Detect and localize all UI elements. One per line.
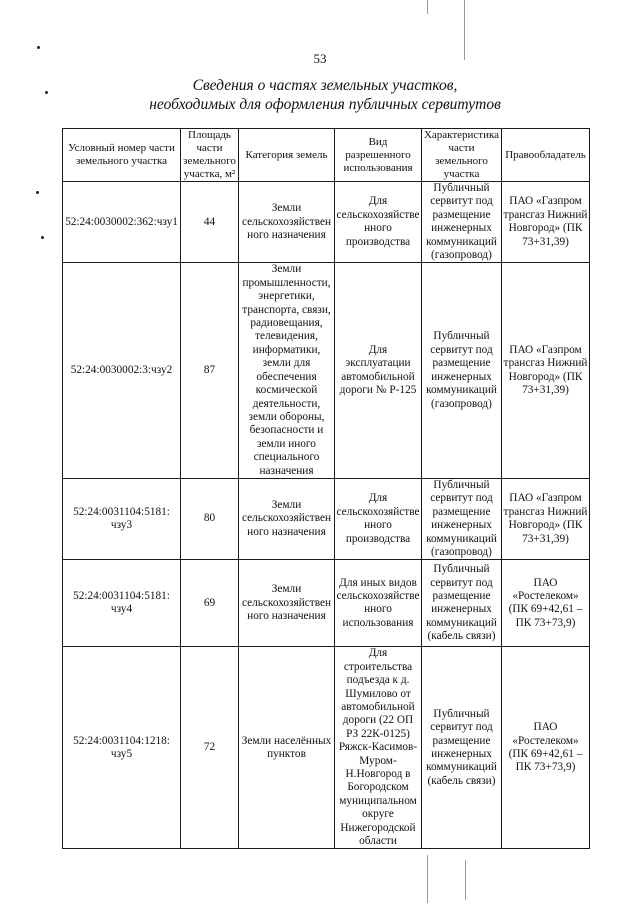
cell-number: 52:24:0030002:3:чзу2 bbox=[63, 263, 181, 479]
header-area: Площадь части земельного участка, м² bbox=[181, 129, 239, 182]
cell-use: Для иных видов сельскохозяйстве нного использования bbox=[335, 560, 422, 647]
cell-characteristic: Публичный сервитут под размещение инженерных коммуникаций (газопровод) bbox=[422, 182, 502, 263]
page-number: 53 bbox=[313, 51, 327, 66]
scan-mark bbox=[427, 0, 428, 14]
cell-number: 52:24:0030002:362:чзу1 bbox=[63, 182, 181, 263]
cell-category: Земли населённых пунктов bbox=[239, 647, 335, 849]
scan-dot bbox=[41, 236, 44, 239]
cell-owner: ПАО «Газпром трансгаз Нижний Новгород» (ПК 73+31,39) bbox=[502, 263, 590, 479]
cell-category: Земли сельскохозяйствен ного назначения bbox=[239, 478, 335, 559]
table-row bbox=[63, 647, 590, 849]
table-row bbox=[63, 263, 590, 479]
table-row bbox=[63, 182, 590, 263]
cell-category: Земли промышленности, энергетики, транспорта, связи, радиовещания, телевидения, информатики, земли для обеспечения космической деятельности, земли обороны, безопасности и земли иного специального назначения bbox=[239, 263, 335, 479]
scan-mark bbox=[465, 860, 466, 900]
cell-area: 80 bbox=[181, 478, 239, 559]
table-row bbox=[63, 478, 590, 559]
cell-characteristic: Публичный сервитут под размещение инженерных коммуникаций (кабель связи) bbox=[422, 647, 502, 849]
scan-dot bbox=[45, 91, 48, 94]
cell-use: Для строительства подъезда к д. Шумилово от автомобильной дороги (22 ОП РЗ 22К-0125) Ряжск-Касимов-Муром-Н.Новгород в Богородском муниципальном округе Нижегородской области bbox=[335, 647, 422, 849]
cell-category: Земли сельскохозяйствен ного назначения bbox=[239, 560, 335, 647]
cell-area: 87 bbox=[181, 263, 239, 479]
servitudes-table bbox=[62, 128, 590, 849]
cell-owner: ПАО «Ростелеком» (ПК 69+42,61 – ПК 73+73,9) bbox=[502, 647, 590, 849]
cell-use: Для сельскохозяйстве нного производства bbox=[335, 182, 422, 263]
scan-mark bbox=[427, 855, 428, 903]
cell-use: Для сельскохозяйстве нного производства bbox=[335, 478, 422, 559]
cell-owner: ПАО «Газпром трансгаз Нижний Новгород» (ПК 73+31,39) bbox=[502, 182, 590, 263]
cell-number: 52:24:0031104:1218: чзу5 bbox=[63, 647, 181, 849]
cell-area: 69 bbox=[181, 560, 239, 647]
scan-dot bbox=[37, 46, 40, 49]
cell-number: 52:24:0031104:5181: чзу4 bbox=[63, 560, 181, 647]
title-line-2: необходимых для оформления публичных сервитутов bbox=[149, 96, 501, 113]
header-use: Вид разрешенного использования bbox=[335, 129, 422, 182]
cell-category: Земли сельскохозяйствен ного назначения bbox=[239, 182, 335, 263]
cell-use: Для эксплуатации автомобильной дороги № Р-125 bbox=[335, 263, 422, 479]
cell-characteristic: Публичный сервитут под размещение инженерных коммуникаций (кабель связи) bbox=[422, 560, 502, 647]
cell-characteristic: Публичный сервитут под размещение инженерных коммуникаций (газопровод) bbox=[422, 263, 502, 479]
header-characteristic: Характеристика части земельного участка bbox=[422, 129, 502, 182]
scan-mark bbox=[464, 0, 465, 60]
scan-dot bbox=[36, 191, 39, 194]
cell-owner: ПАО «Ростелеком» (ПК 69+42,61 – ПК 73+73,9) bbox=[502, 560, 590, 647]
title-line-1: Сведения о частях земельных участков, bbox=[192, 77, 458, 94]
cell-area: 72 bbox=[181, 647, 239, 849]
header-number: Условный номер части земельного участка bbox=[63, 129, 181, 182]
cell-characteristic: Публичный сервитут под размещение инженерных коммуникаций (газопровод) bbox=[422, 478, 502, 559]
table-header-row bbox=[63, 129, 590, 182]
cell-number: 52:24:0031104:5181: чзу3 bbox=[63, 478, 181, 559]
header-category: Категория земель bbox=[239, 129, 335, 182]
page-title bbox=[140, 76, 510, 114]
cell-area: 44 bbox=[181, 182, 239, 263]
cell-owner: ПАО «Газпром трансгаз Нижний Новгород» (ПК 73+31,39) bbox=[502, 478, 590, 559]
header-owner: Правообладатель bbox=[502, 129, 590, 182]
table-row bbox=[63, 560, 590, 647]
